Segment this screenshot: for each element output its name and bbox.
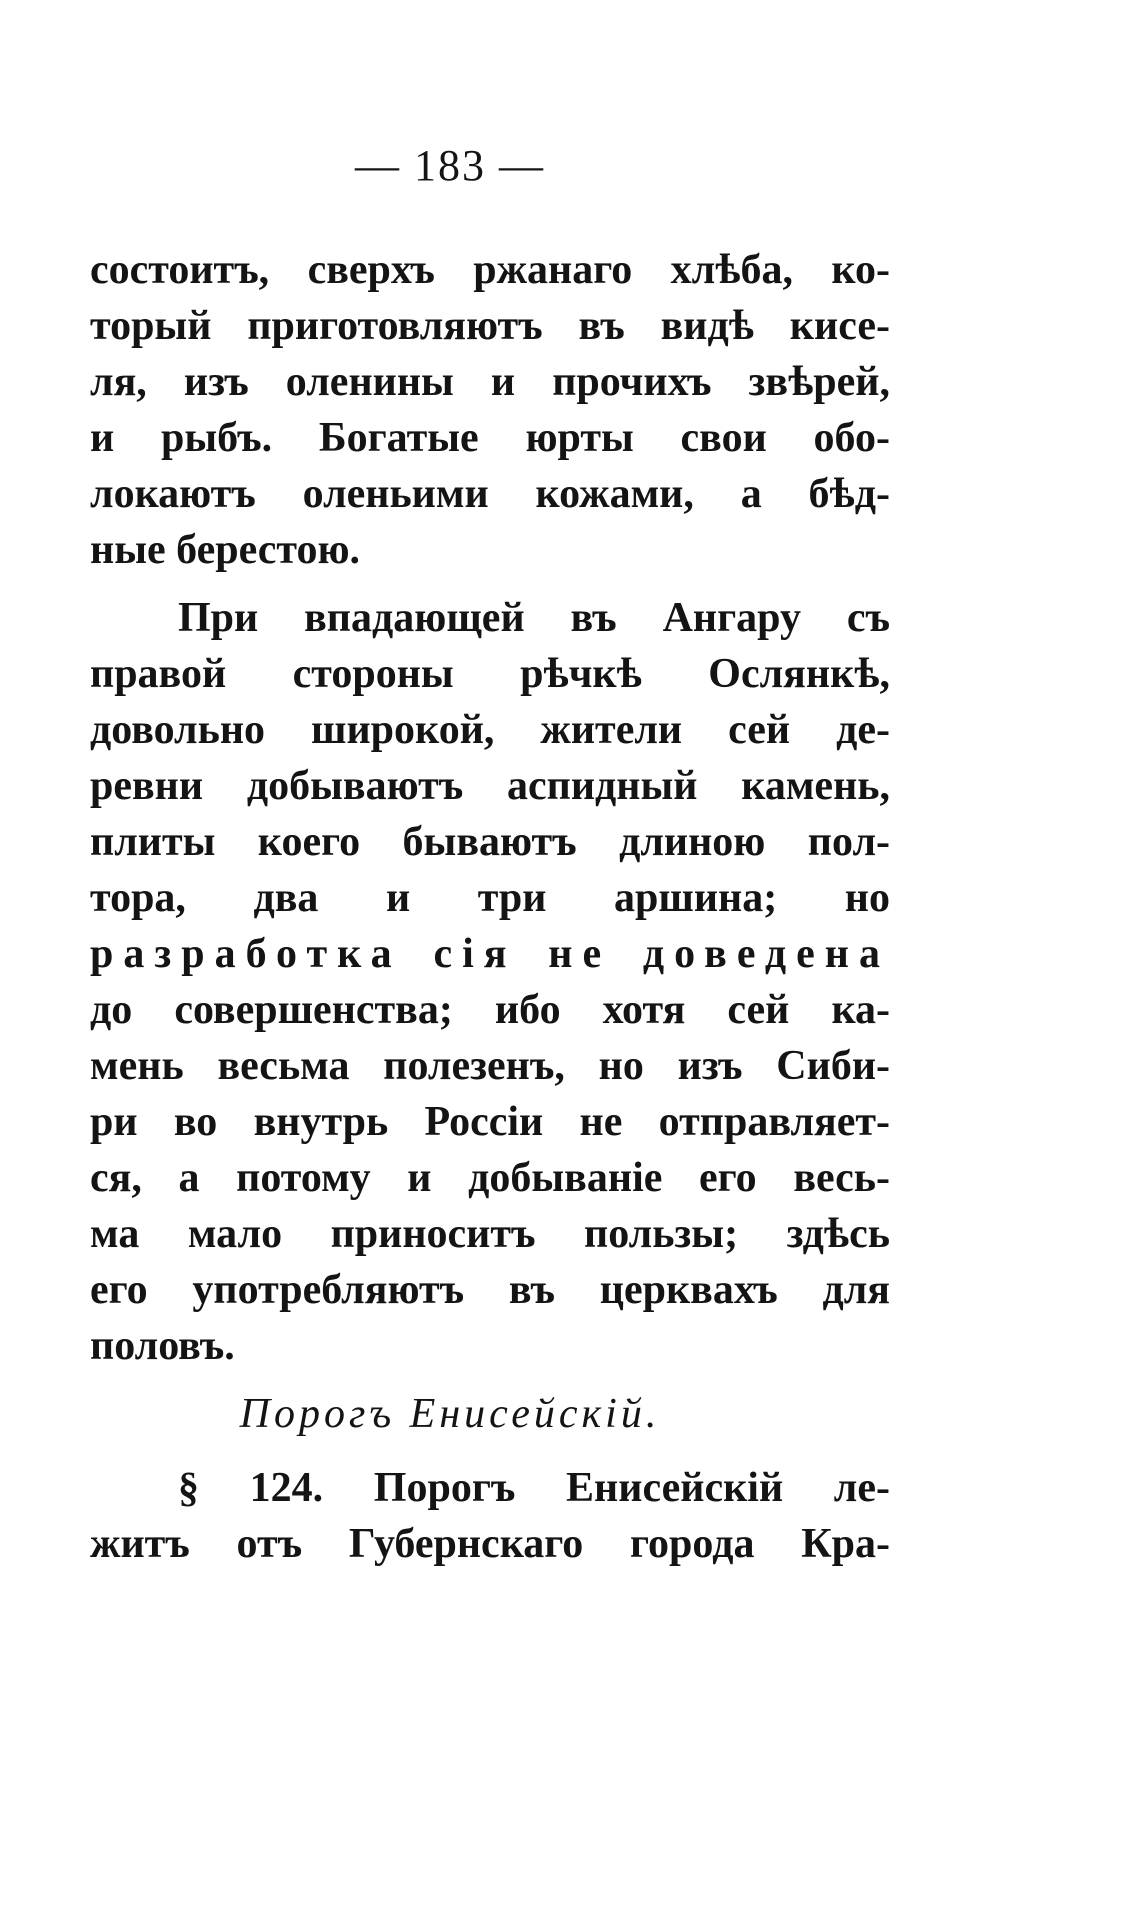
text-line: § 124. Порогъ Енисейскій ле- (178, 1465, 890, 1511)
section-title: Порогъ Енисейскій. (239, 1391, 661, 1437)
text-line: ля, изъ оленины и прочихъ звѣрей, (90, 359, 890, 405)
text-line: плиты коего бываютъ длиною пол- (90, 819, 890, 865)
text-line: локаютъ оленьими кожами, а бѣд- (90, 471, 890, 517)
text-line: ри во внутрь Россіи не отправляет- (90, 1099, 890, 1145)
text-line: мень весьма полезенъ, но изъ Сиби- (90, 1043, 890, 1089)
text-line: правой стороны рѣчкѣ Ослянкѣ, (90, 651, 890, 697)
text-line: При впадающей въ Ангару съ (178, 595, 890, 641)
text-line: ма мало приноситъ пользы; здѣсь (90, 1211, 890, 1257)
text-line: разработка сія не доведена (90, 931, 890, 977)
paragraph-1 (90, 242, 890, 578)
text-line: ревни добываютъ аспидный камень, (90, 763, 890, 809)
text-line: довольно широкой, жители сей де- (90, 707, 890, 753)
text-line: тора, два и три аршина; но (90, 875, 890, 921)
text-line: ся, а потому и добываніе его весь- (90, 1155, 890, 1201)
text-line: и рыбъ. Богатые юрты свои обо- (90, 415, 890, 461)
text-line: до совершенства; ибо хотя сей ка- (90, 987, 890, 1033)
text-line: торый приготовляютъ въ видѣ кисе- (90, 303, 890, 349)
paragraph-3 (90, 1460, 890, 1572)
page-number: — 183 — (355, 141, 545, 190)
text-line: состоитъ, сверхъ ржанаго хлѣба, ко- (90, 247, 890, 293)
text-line: половъ. (90, 1323, 235, 1369)
text-line: ные берестою. (90, 527, 361, 573)
text-line: житъ отъ Губернскаго города Кра- (90, 1521, 890, 1567)
paragraph-2 (90, 590, 890, 1374)
text-line: его употребляютъ въ церквахъ для (90, 1267, 890, 1313)
